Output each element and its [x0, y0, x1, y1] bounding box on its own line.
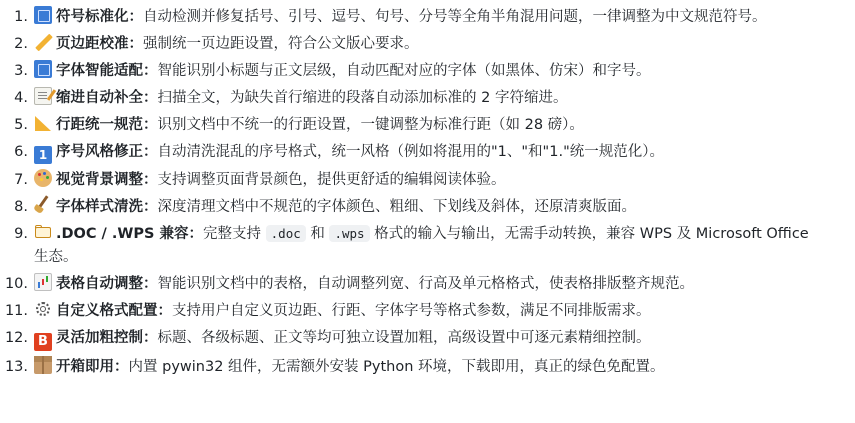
item-number: 9. — [14, 226, 28, 243]
item-title: 符号标准化 — [56, 9, 129, 25]
item-title: 页边距校准 — [56, 36, 129, 53]
item-title: 自定义格式配置 — [56, 302, 158, 319]
list-item — [0, 87, 855, 110]
item-description: 标题、各级标题、正文等均可独立设置加粗，高级设置中可逐元素精细控制。 — [157, 330, 651, 347]
item-title: 字体样式清洗 — [56, 199, 143, 216]
item-title: 字体智能适配 — [56, 63, 143, 80]
item-description: 智能识别文档中的表格，自动调整列宽、行高及单元格格式，使表格排版整齐规范。 — [157, 275, 694, 292]
item-content — [34, 300, 825, 323]
item-number: 5. — [14, 117, 28, 134]
item-title: 序号风格修正 — [56, 144, 143, 161]
item-description: 自动检测并修复括号、引号、逗号、句号、分号等全角半角混用问题，一律调整为中文规范符号。 — [143, 9, 767, 25]
item-description-part: 完整支持 — [203, 226, 266, 243]
abc-icon — [34, 60, 52, 78]
item-description: 强制统一页边距设置，符合公文版心要求。 — [143, 36, 419, 53]
item-colon: ： — [143, 144, 158, 161]
item-number: 11. — [4, 302, 28, 319]
item-content — [34, 169, 825, 192]
item-description: 自动清洗混乱的序号格式，统一风格（例如将混用的"1、"和"1."统一规范化）。 — [157, 144, 664, 161]
package-icon — [34, 356, 52, 374]
item-colon: ： — [143, 90, 158, 107]
item-title: 灵活加粗控制 — [56, 330, 143, 347]
list-item — [0, 114, 855, 137]
inline-code-doc: .doc — [266, 225, 306, 242]
memo-icon — [34, 87, 52, 105]
item-title: 表格自动调整 — [56, 275, 143, 292]
item-content — [34, 356, 825, 379]
item-description-part: 和 — [305, 226, 330, 243]
straight-ruler-icon — [34, 33, 52, 51]
item-title: 缩进自动补全 — [56, 90, 143, 107]
list-item — [0, 273, 855, 296]
list-item — [0, 327, 855, 351]
item-title: 开箱即用 — [56, 358, 114, 375]
item-number: 6. — [14, 144, 28, 161]
item-content — [34, 223, 825, 268]
item-content — [34, 6, 825, 29]
item-content — [34, 327, 825, 351]
item-description: 支持调整页面背景颜色，提供更舒适的编辑阅读体验。 — [157, 172, 506, 189]
item-colon: ： — [143, 117, 158, 134]
item-number: 3. — [14, 63, 28, 80]
item-title: .DOC / .WPS 兼容 — [56, 226, 189, 243]
item-number: 10. — [4, 275, 28, 292]
item-description-part: 格式的输入与输出，无需手动转换，兼容 WPS 及 Microsoft Office 生态。 — [34, 226, 809, 265]
item-number: 8. — [14, 199, 28, 216]
item-description: 内置 pywin32 组件，无需额外安装 Python 环境，下载即用，真正的绿色免配置。 — [128, 358, 665, 375]
item-colon: ： — [143, 330, 158, 347]
list-item — [0, 6, 855, 29]
item-colon: ： — [128, 36, 143, 53]
item-colon: ： — [128, 9, 143, 25]
list-item — [0, 169, 855, 192]
inline-code-wps: .wps — [329, 225, 369, 242]
item-content — [34, 60, 825, 83]
list-item — [0, 60, 855, 83]
item-title: 行距统一规范 — [56, 117, 143, 134]
item-description: 支持用户自定义页边距、行距、字体字号等格式参数，满足不同排版需求。 — [172, 302, 651, 319]
list-item — [0, 300, 855, 323]
item-number: 4. — [14, 90, 28, 107]
item-number: 7. — [14, 172, 28, 189]
artist-palette-icon — [34, 169, 52, 187]
list-item — [0, 356, 855, 379]
item-content — [34, 114, 825, 137]
bold-b-icon: B — [34, 333, 52, 351]
triangular-ruler-icon — [34, 114, 52, 132]
item-content — [34, 33, 825, 56]
item-colon: ： — [188, 226, 204, 243]
item-colon: ： — [157, 302, 172, 319]
item-description: 深度清理文档中不规范的字体颜色、粗细、下划线及斜体，还原清爽版面。 — [157, 199, 636, 216]
item-description: 扫描全文，为缺失首行缩进的段落自动添加标准的 2 字符缩进。 — [157, 90, 568, 107]
input-symbols-icon — [34, 6, 52, 24]
item-content — [34, 87, 825, 110]
item-colon: ： — [114, 358, 129, 375]
item-content — [34, 196, 825, 219]
broom-icon — [34, 196, 52, 214]
item-colon: ： — [143, 63, 158, 80]
item-number: 1. — [14, 9, 28, 25]
item-content — [34, 141, 825, 164]
item-number: 2. — [14, 36, 28, 53]
list-item — [0, 141, 855, 164]
item-colon: ： — [143, 275, 158, 292]
list-item — [0, 196, 855, 219]
open-folder-icon — [34, 223, 52, 241]
item-colon: ： — [143, 172, 158, 189]
keycap-one-icon: 1 — [34, 146, 52, 164]
item-description: 识别文档中不统一的行距设置，一键调整为标准行距（如 28 磅）。 — [157, 117, 584, 134]
item-number: 13. — [4, 358, 28, 375]
list-item — [0, 33, 855, 56]
item-content — [34, 273, 825, 296]
item-title: 视觉背景调整 — [56, 172, 143, 189]
item-colon: ： — [143, 199, 158, 216]
list-item — [0, 223, 855, 268]
item-description: 智能识别小标题与正文层级，自动匹配对应的字体（如黑体、仿宋）和字号。 — [157, 63, 651, 80]
gear-icon — [34, 300, 52, 318]
item-number: 12. — [4, 330, 28, 347]
bar-chart-icon — [34, 273, 52, 291]
